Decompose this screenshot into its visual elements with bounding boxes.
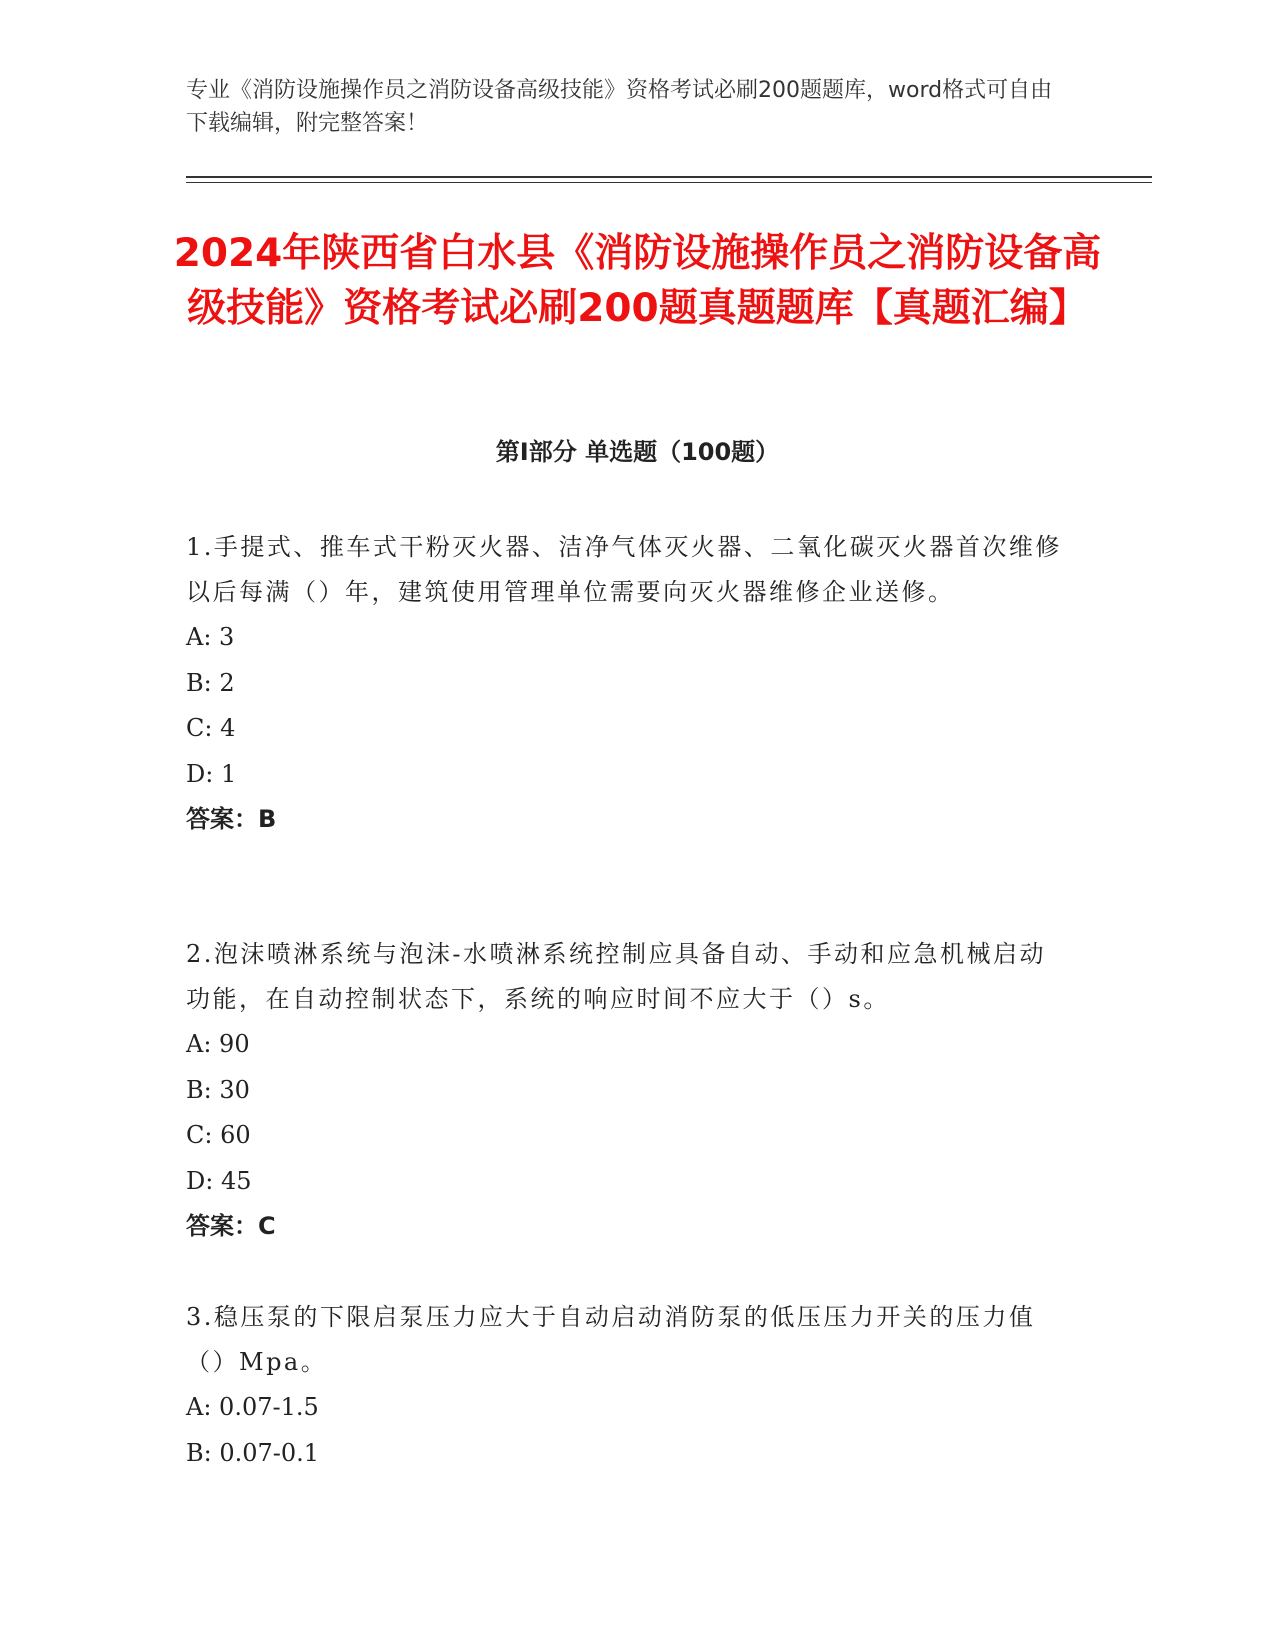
option-b: B: 2 (186, 668, 235, 697)
option-c: C: 4 (186, 714, 236, 742)
question-stem: 2.泡沫喷淋系统与泡沫-水喷淋系统控制应具备自动、手动和应急机械启动功能，在自动控制状态下，系统的响应时间不应大于（）s。 (186, 940, 1047, 1013)
question-3 (186, 1295, 1066, 1476)
option-a: A: 0.07-1.5 (186, 1393, 319, 1421)
header-note: 专业《消防设施操作员之消防设备高级技能》资格考试必刷200题题库，word格式可自由下载编辑，附完整答案！ (186, 78, 1053, 136)
option-b: B: 30 (186, 1075, 250, 1104)
question-stem: 1.手提式、推车式干粉灭火器、洁净气体灭火器、二氧化碳灭火器首次维修以后每满（）年，建筑使用管理单位需要向灭火器维修企业送修。 (186, 533, 1062, 606)
answer: 答案：B (186, 805, 277, 833)
header-divider-thick (186, 176, 1152, 178)
header-divider-thin (186, 182, 1152, 183)
option-d: D: 1 (186, 759, 237, 788)
option-b: B: 0.07-0.1 (186, 1438, 320, 1467)
option-d: D: 45 (186, 1166, 252, 1195)
option-a: A: 3 (186, 623, 235, 651)
document-title: 2024年陕西省白水县《消防设施操作员之消防设备高级技能》资格考试必刷200题真题题库【真题汇编】 (173, 231, 1102, 331)
answer: 答案：C (186, 1212, 276, 1240)
option-c: C: 60 (186, 1121, 251, 1149)
section-title: 第Ⅰ部分 单选题（100题） (495, 438, 780, 466)
question-1 (186, 525, 1066, 842)
question-2 (186, 932, 1066, 1249)
option-a: A: 90 (186, 1030, 250, 1058)
question-stem: 3.稳压泵的下限启泵压力应大于自动启动消防泵的低压压力开关的压力值（）Mpa。 (186, 1303, 1036, 1376)
